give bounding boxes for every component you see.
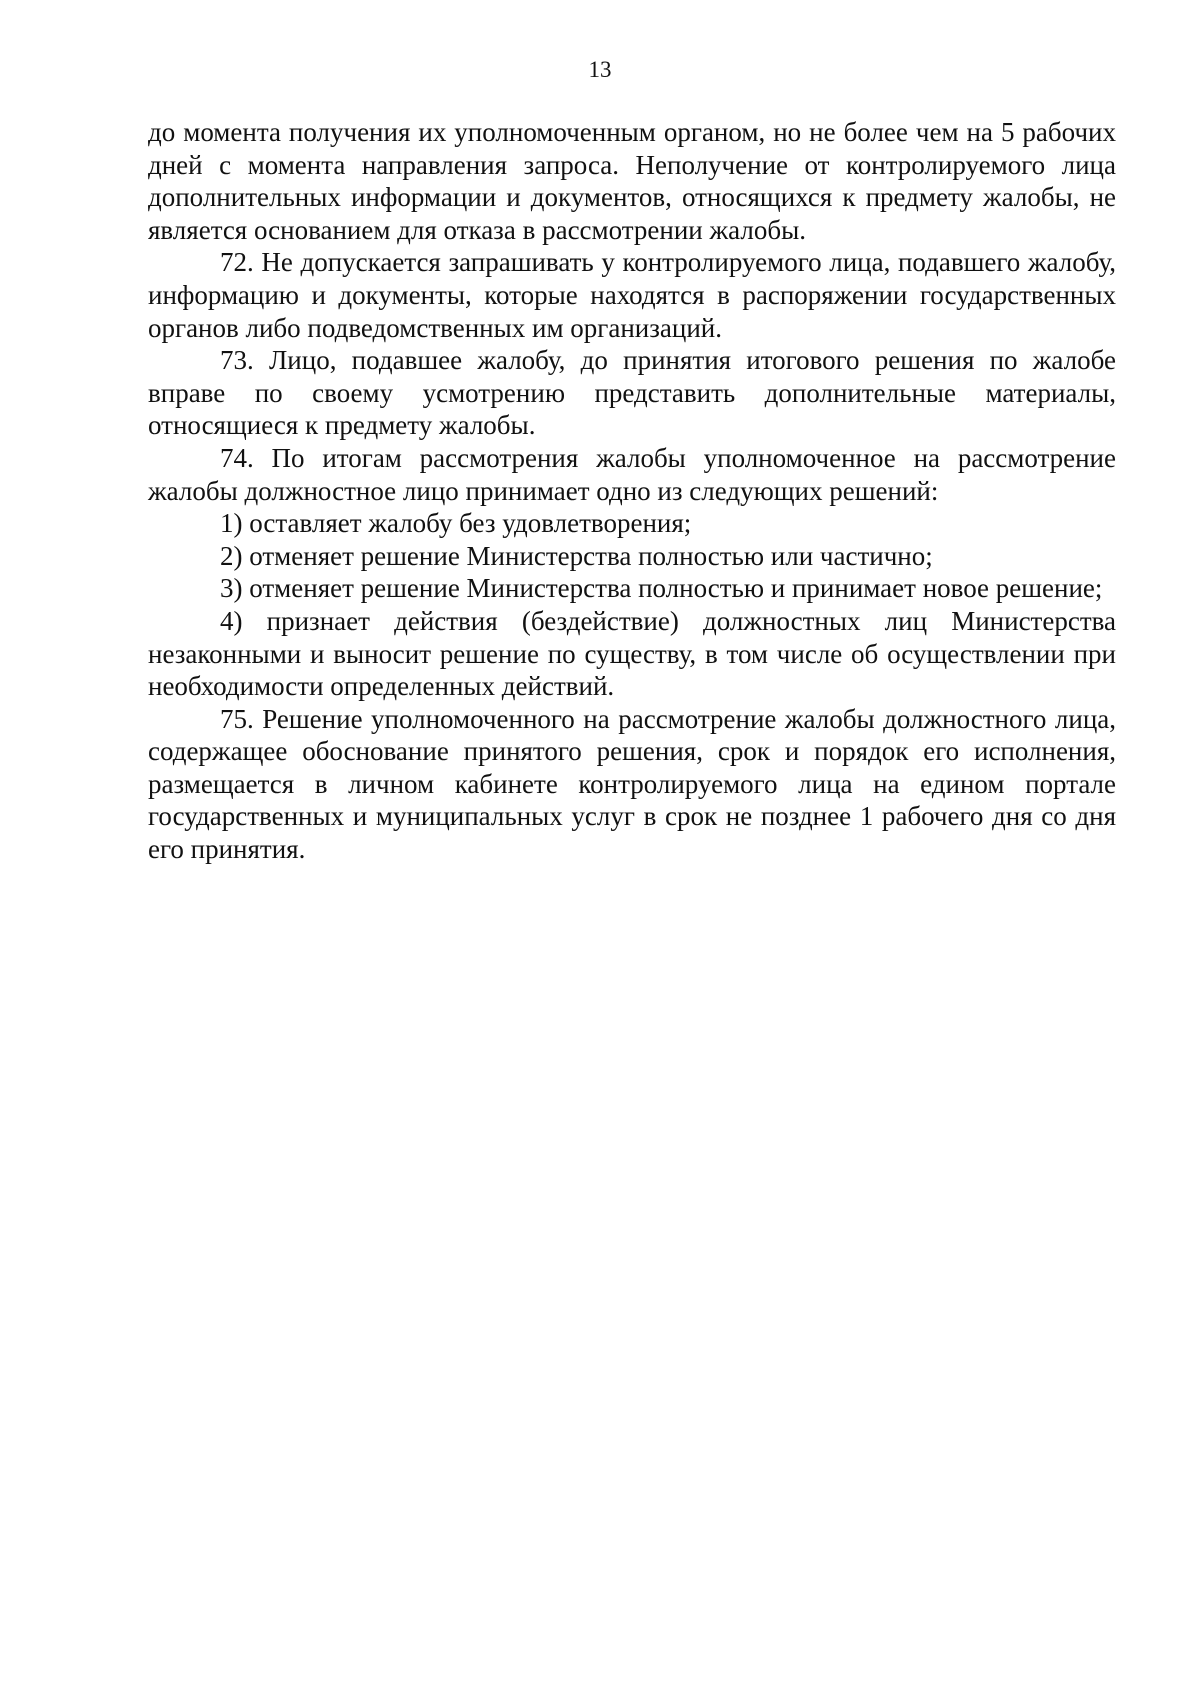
paragraph-72: 72. Не допускается запрашивать у контролируемого лица, подавшего жалобу, информацию и документы, которые находятся в распоряжении государственных органов либо подведомственных им организаций. [148,247,1116,343]
document-body [148,116,1116,866]
list-item-4: 4) признает действия (бездействие) должностных лиц Министерства незаконными и выносит решение по существу, в том числе об осуществлении при необходимости определенных действий. [148,605,1116,702]
list-item-1: 1) оставляет жалобу без удовлетворения; [220,508,692,539]
list-item-2: 2) отменяет решение Министерства полностью или частично; [220,540,933,571]
paragraph-73: 73. Лицо, подавшее жалобу, до принятия итогового решения по жалобе вправе по своему усмотрению представить дополнительные материалы, относящиеся к предмету жалобы. [148,345,1116,441]
paragraph-74: 74. По итогам рассмотрения жалобы уполномоченное на рассмотрение жалобы должностное лицо принимает одно из следующих решений: [148,442,1116,506]
paragraph-continuation: до момента получения их уполномоченным органом, но не более чем на 5 рабочих дней с момента направления запроса. Неполучение от контролируемого лица дополнительных информации и документов, относящихся к предмету жалобы, не является основанием для отказа в рассмотрении жалобы. [148,117,1116,245]
paragraph-75: 75. Решение уполномоченного на рассмотрение жалобы должностного лица, содержащее обоснование принятого решения, срок и порядок его исполнения, размещается в личном кабинете контролируемого лица на едином портале государственных и муниципальных услуг в срок не позднее 1 рабочего дня со дня его принятия. [148,703,1116,865]
list-item-3: 3) отменяет решение Министерства полностью и принимает новое решение; [220,573,1103,604]
page-number: 13 [588,57,612,82]
